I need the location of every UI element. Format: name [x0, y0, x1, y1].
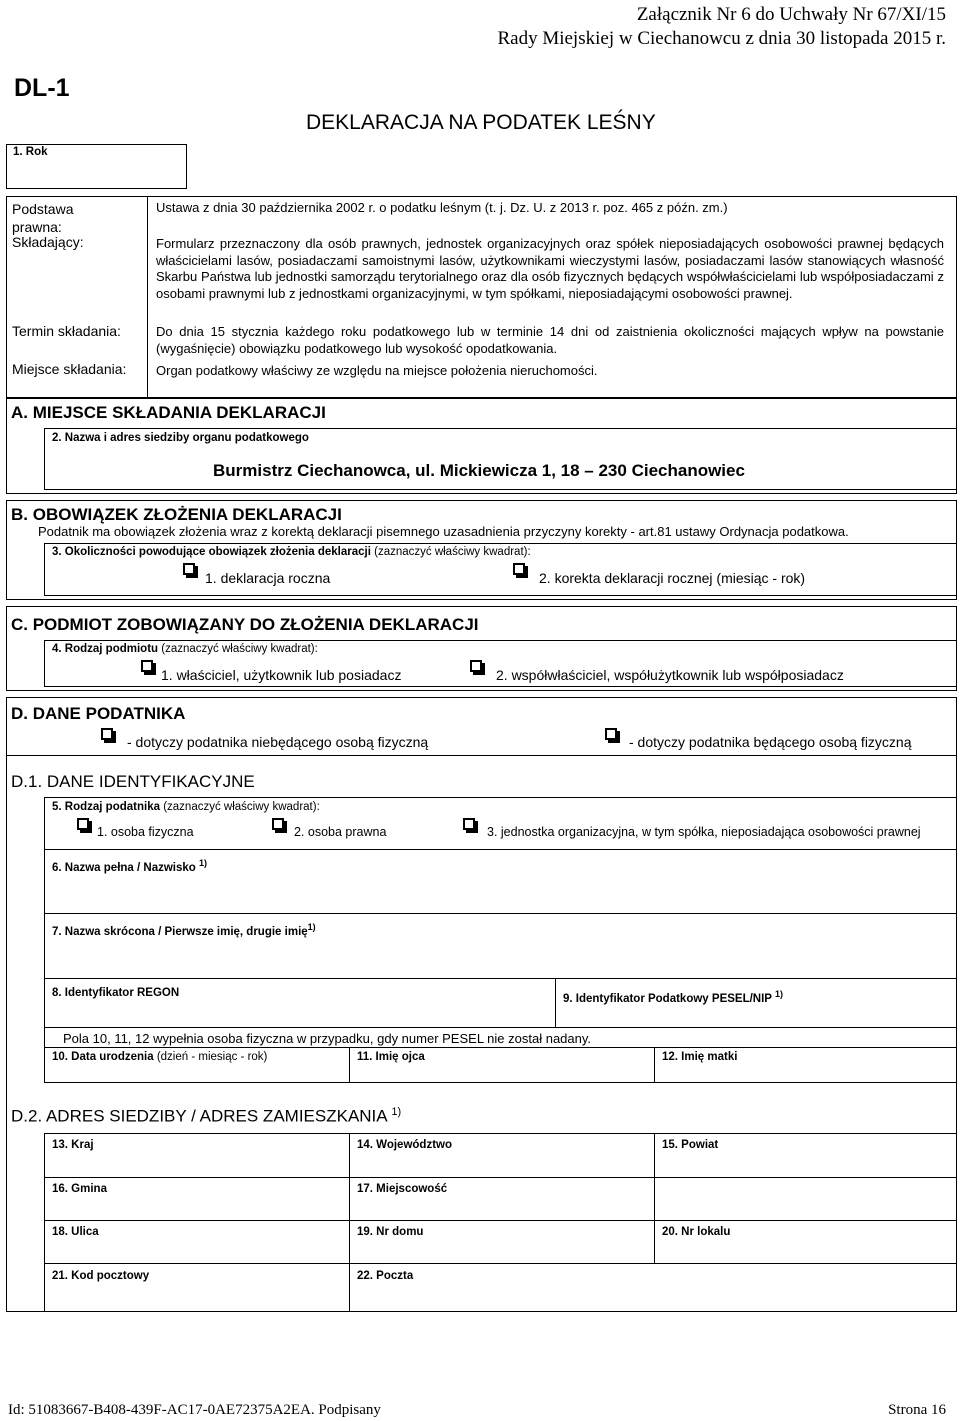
field-7-short-name[interactable] [44, 913, 957, 979]
year-label: 1. Rok [13, 146, 48, 158]
section-b-title: B. OBOWIĄZEK ZŁOŻENIA DEKLARACJI [11, 505, 342, 524]
footer-doc-id: Id: 51083667-B408-439F-AC17-0AE72375A2EA. Podpisany [8, 1402, 381, 1418]
legal-basis-text: Ustawa z dnia 30 października 2002 r. o podatku leśnym (t. j. Dz. U. z 2013 r. poz. 465 z późn. zm.) [156, 200, 728, 215]
field-10-birth-date[interactable] [44, 1047, 350, 1083]
field-7-label: 7. Nazwa skrócona / Pierwsze imię, drugie imię$^{1)}$ [52, 922, 316, 938]
checkbox-owner-icon[interactable] [141, 660, 153, 672]
field-10-label: 10. Data urodzenia (dzień - miesiąc - rok) [52, 1051, 268, 1063]
checkbox-annual-icon[interactable] [183, 563, 195, 575]
option-owner: 1. właściciel, użytkownik lub posiadacz [161, 667, 402, 683]
field-22-label: 22. Poczta [357, 1270, 414, 1282]
field-2-label: 2. Nazwa i adres siedziby organu podatkowego [52, 432, 309, 444]
field-16-label: 16. Gmina [52, 1183, 107, 1195]
field-5-taxpayer-type [44, 797, 957, 850]
year-field[interactable] [6, 144, 187, 189]
section-c-title: C. PODMIOT ZOBOWIĄZANY DO ZŁOŻENIA DEKLARACJI [11, 615, 479, 634]
field-22-post-office[interactable] [349, 1263, 957, 1312]
checkbox-org-unit-icon[interactable] [463, 818, 475, 830]
footer-page-number: Strona 16 [888, 1402, 946, 1418]
field-13-label: 13. Kraj [52, 1139, 94, 1151]
field-3-circumstances [44, 543, 957, 596]
fields-10-12-note: Pola 10, 11, 12 wypełnia osoba fizyczna w przypadku, gdy numer PESEL nie został nadany. [63, 1031, 592, 1046]
field-2-value: Burmistrz Ciechanowca, ul. Mickiewicza 1, 18 – 230 Ciechanowiec [213, 461, 745, 480]
section-b-note: Podatnik ma obowiązek złożenia wraz z korektą deklaracji pisemnego uzasadnienia przyczyny korekty - art.81 ustawy Ordynacja podatkowa. [38, 524, 849, 539]
field-3-label: 3. Okoliczności powodujące obowiązek złożenia deklaracji (zaznaczyć właściwy kwadrat): [52, 546, 531, 558]
field-6-full-name[interactable] [44, 849, 957, 914]
checkbox-legal-person-icon[interactable] [272, 818, 284, 830]
field-2-organ[interactable] [44, 428, 957, 490]
field-19-house-number[interactable] [349, 1220, 655, 1264]
field-9-label: 9. Identyfikator Podatkowy PESEL/NIP $^{1)}$ [563, 989, 783, 1005]
form-code: DL-1 [14, 74, 70, 102]
checkbox-person-icon[interactable] [605, 728, 617, 740]
form-title: DEKLARACJA NA PODATEK LEŚNY [306, 111, 656, 134]
field-13-country[interactable] [44, 1133, 350, 1178]
field-11-father-name[interactable] [349, 1047, 655, 1083]
field-21-postal-code[interactable] [44, 1263, 350, 1312]
deadline-label: Termin składania: [12, 323, 121, 339]
annex-line-2: Rady Miejskiej w Ciechanowcu z dnia 30 listopada 2015 r. [497, 28, 946, 49]
field-18-label: 18. Ulica [52, 1226, 99, 1238]
field-17-label: 17. Miejscowość [357, 1183, 448, 1195]
checkbox-natural-person-icon[interactable] [77, 818, 89, 830]
field-15-label: 15. Powiat [662, 1139, 719, 1151]
option-correction: 2. korekta deklaracji rocznej (miesiąc - rok) [539, 570, 806, 586]
field-5-label: 5. Rodzaj podatnika (zaznaczyć właściwy kwadrat): [52, 801, 320, 813]
field-20-label: 20. Nr lokalu [662, 1226, 731, 1238]
field-14-voivodeship[interactable] [349, 1133, 655, 1178]
option-non-person: - dotyczy podatnika niebędącego osobą fizyczną [127, 734, 429, 750]
section-d-title: D. DANE PODATNIKA [11, 704, 186, 723]
field-4-label: 4. Rodzaj podmiotu (zaznaczyć właściwy kwadrat): [52, 643, 318, 655]
legal-basis-label: Podstawa prawna: [12, 201, 74, 235]
field-21-label: 21. Kod pocztowy [52, 1270, 150, 1282]
option-natural-person: 1. osoba fizyczna [97, 825, 194, 839]
section-a-title: A. MIEJSCE SKŁADANIA DEKLARACJI [11, 403, 326, 422]
place-text: Organ podatkowy właściwy ze względu na miejsce położenia nieruchomości. [156, 363, 598, 378]
option-org-unit: 3. jednostka organizacyjna, w tym spółka, nieposiadająca osobowości prawnej [487, 825, 921, 839]
section-d1-title: D.1. DANE IDENTYFIKACYJNE [11, 772, 255, 791]
field-empty-cell [654, 1177, 957, 1221]
field-11-label: 11. Imię ojca [357, 1051, 425, 1063]
section-d-divider [6, 755, 957, 756]
checkbox-correction-icon[interactable] [513, 563, 525, 575]
field-12-label: 12. Imię matki [662, 1051, 738, 1063]
checkbox-coowner-icon[interactable] [470, 660, 482, 672]
field-19-label: 19. Nr domu [357, 1226, 424, 1238]
field-15-district[interactable] [654, 1133, 957, 1178]
filer-label: Składający: [12, 234, 84, 250]
field-20-apartment-number[interactable] [654, 1220, 957, 1264]
option-annual: 1. deklaracja roczna [205, 570, 331, 586]
checkbox-non-person-icon[interactable] [101, 728, 113, 740]
field-8-label: 8. Identyfikator REGON [52, 987, 180, 999]
option-person: - dotyczy podatnika będącego osobą fizyczną [629, 734, 912, 750]
place-label: Miejsce składania: [12, 361, 127, 377]
field-6-label: 6. Nazwa pełna / Nazwisko $^{1)}$ [52, 858, 208, 874]
filer-text: Formularz przeznaczony dla osób prawnych, jednostek organizacyjnych oraz spółek nieposiadających osobowości prawnej będących właścicielami lasów, posiadaczami samoistnymi lasów, użytkownikami wieczystymi lasów, posiadaczami lasów stanowiących własność Skarbu Państwa lub jednostki samorządu terytorialnego oraz dla osób fizycznych będących współwłaścicielami lub współposiadaczami z osobami prawnymi lub z jednostkami organizacyjnymi, w tym spółkami, nieposiadającymi osobowości prawnej. [156, 236, 944, 301]
section-d2-title: D.2. ADRES SIEDZIBY / ADRES ZAMIESZKANIA $^{1)}$ [11, 1106, 402, 1126]
field-17-locality[interactable] [349, 1177, 655, 1221]
intro-divider [147, 196, 148, 398]
field-9-pesel-nip[interactable] [555, 978, 957, 1028]
deadline-text: Do dnia 15 stycznia każdego roku podatkowego lub w terminie 14 dni od zaistnienia okoliczności mających wpływ na powstanie (wygaśnięcie) obowiązku podatkowego lub wysokość opodatkowania. [156, 324, 944, 356]
option-legal-person: 2. osoba prawna [294, 825, 387, 839]
option-coowner: 2. współwłaściciel, współużytkownik lub współposiadacz [496, 667, 844, 683]
field-18-street[interactable] [44, 1220, 350, 1264]
field-16-commune[interactable] [44, 1177, 350, 1221]
field-12-mother-name[interactable] [654, 1047, 957, 1083]
annex-line-1: Załącznik Nr 6 do Uchwały Nr 67/XI/15 [636, 4, 946, 25]
field-14-label: 14. Województwo [357, 1139, 452, 1151]
field-8-regon[interactable] [44, 978, 556, 1028]
